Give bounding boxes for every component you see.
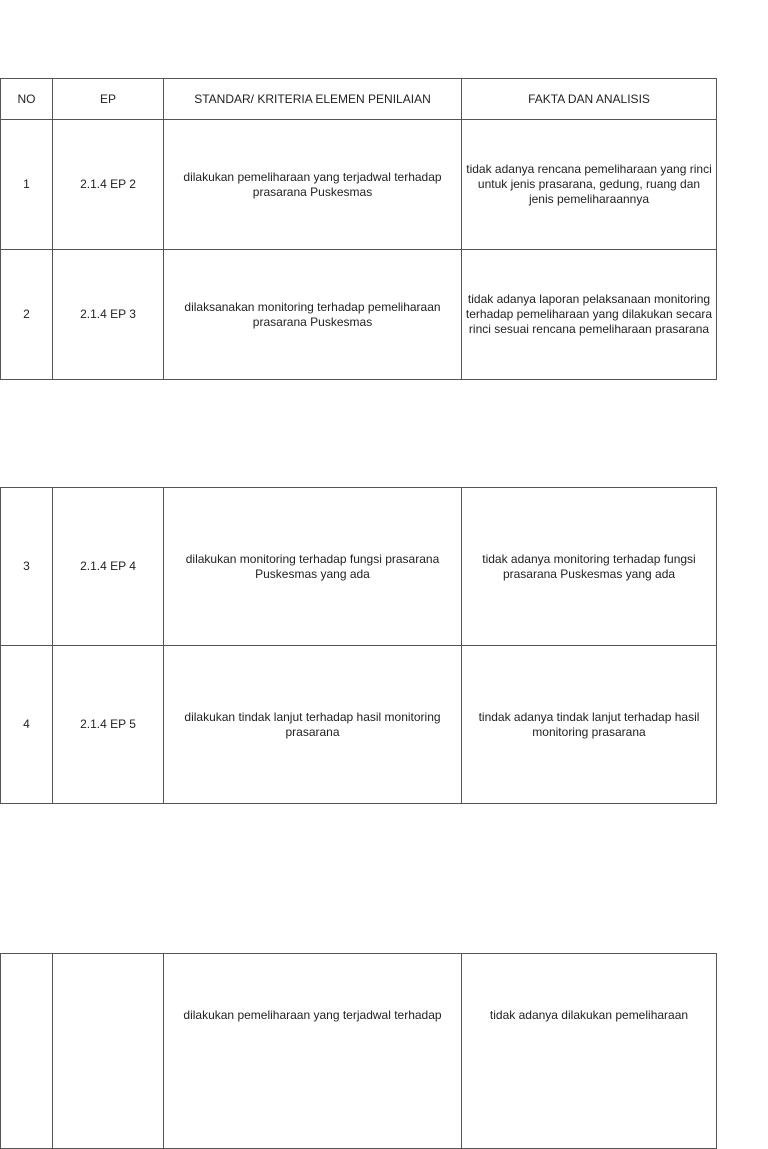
row-ep: 2.1.4 EP 2: [53, 120, 164, 250]
row-standar: dilakukan pemeliharaan yang terjadwal terhadap prasarana Puskesmas: [164, 120, 462, 250]
table-row: [1, 954, 717, 1149]
row-fakta: tidak adanya monitoring terhadap fungsi prasarana Puskesmas yang ada: [462, 488, 717, 646]
row-no: [1, 954, 53, 1149]
ep-table-section-1: [0, 78, 717, 380]
ep-table-section-2: [0, 487, 717, 804]
row-standar: dilakukan tindak lanjut terhadap hasil monitoring prasarana: [164, 646, 462, 804]
row-no: 4: [1, 646, 53, 804]
table-row: [1, 646, 717, 804]
table-row: [1, 250, 717, 380]
row-standar: dilaksanakan monitoring terhadap pemeliharaan prasarana Puskesmas: [164, 250, 462, 380]
header-no: NO: [1, 79, 53, 120]
header-fakta: FAKTA DAN ANALISIS: [462, 79, 717, 120]
row-ep: [53, 954, 164, 1149]
row-fakta: tidak adanya rencana pemeliharaan yang rinci untuk jenis prasarana, gedung, ruang dan jenis pemeliharaannya: [462, 120, 717, 250]
row-no: 3: [1, 488, 53, 646]
row-ep: 2.1.4 EP 4: [53, 488, 164, 646]
table-row: [1, 488, 717, 646]
header-ep: EP: [53, 79, 164, 120]
table-row: [1, 120, 717, 250]
row-fakta: tindak adanya tindak lanjut terhadap hasil monitoring prasarana: [462, 646, 717, 804]
row-ep: 2.1.4 EP 5: [53, 646, 164, 804]
row-standar: dilakukan monitoring terhadap fungsi prasarana Puskesmas yang ada: [164, 488, 462, 646]
row-no: 2: [1, 250, 53, 380]
row-fakta: tidak adanya laporan pelaksanaan monitoring terhadap pemeliharaan yang dilakukan secara rinci sesuai rencana pemeliharaan prasarana: [462, 250, 717, 380]
row-fakta: tidak adanya dilakukan pemeliharaan: [462, 954, 717, 1149]
table-header-row: [1, 79, 717, 120]
header-standar: STANDAR/ KRITERIA ELEMEN PENILAIAN: [164, 79, 462, 120]
row-no: 1: [1, 120, 53, 250]
row-standar: dilakukan pemeliharaan yang terjadwal terhadap: [164, 954, 462, 1149]
row-ep: 2.1.4 EP 3: [53, 250, 164, 380]
ep-table-section-3: [0, 953, 717, 1149]
